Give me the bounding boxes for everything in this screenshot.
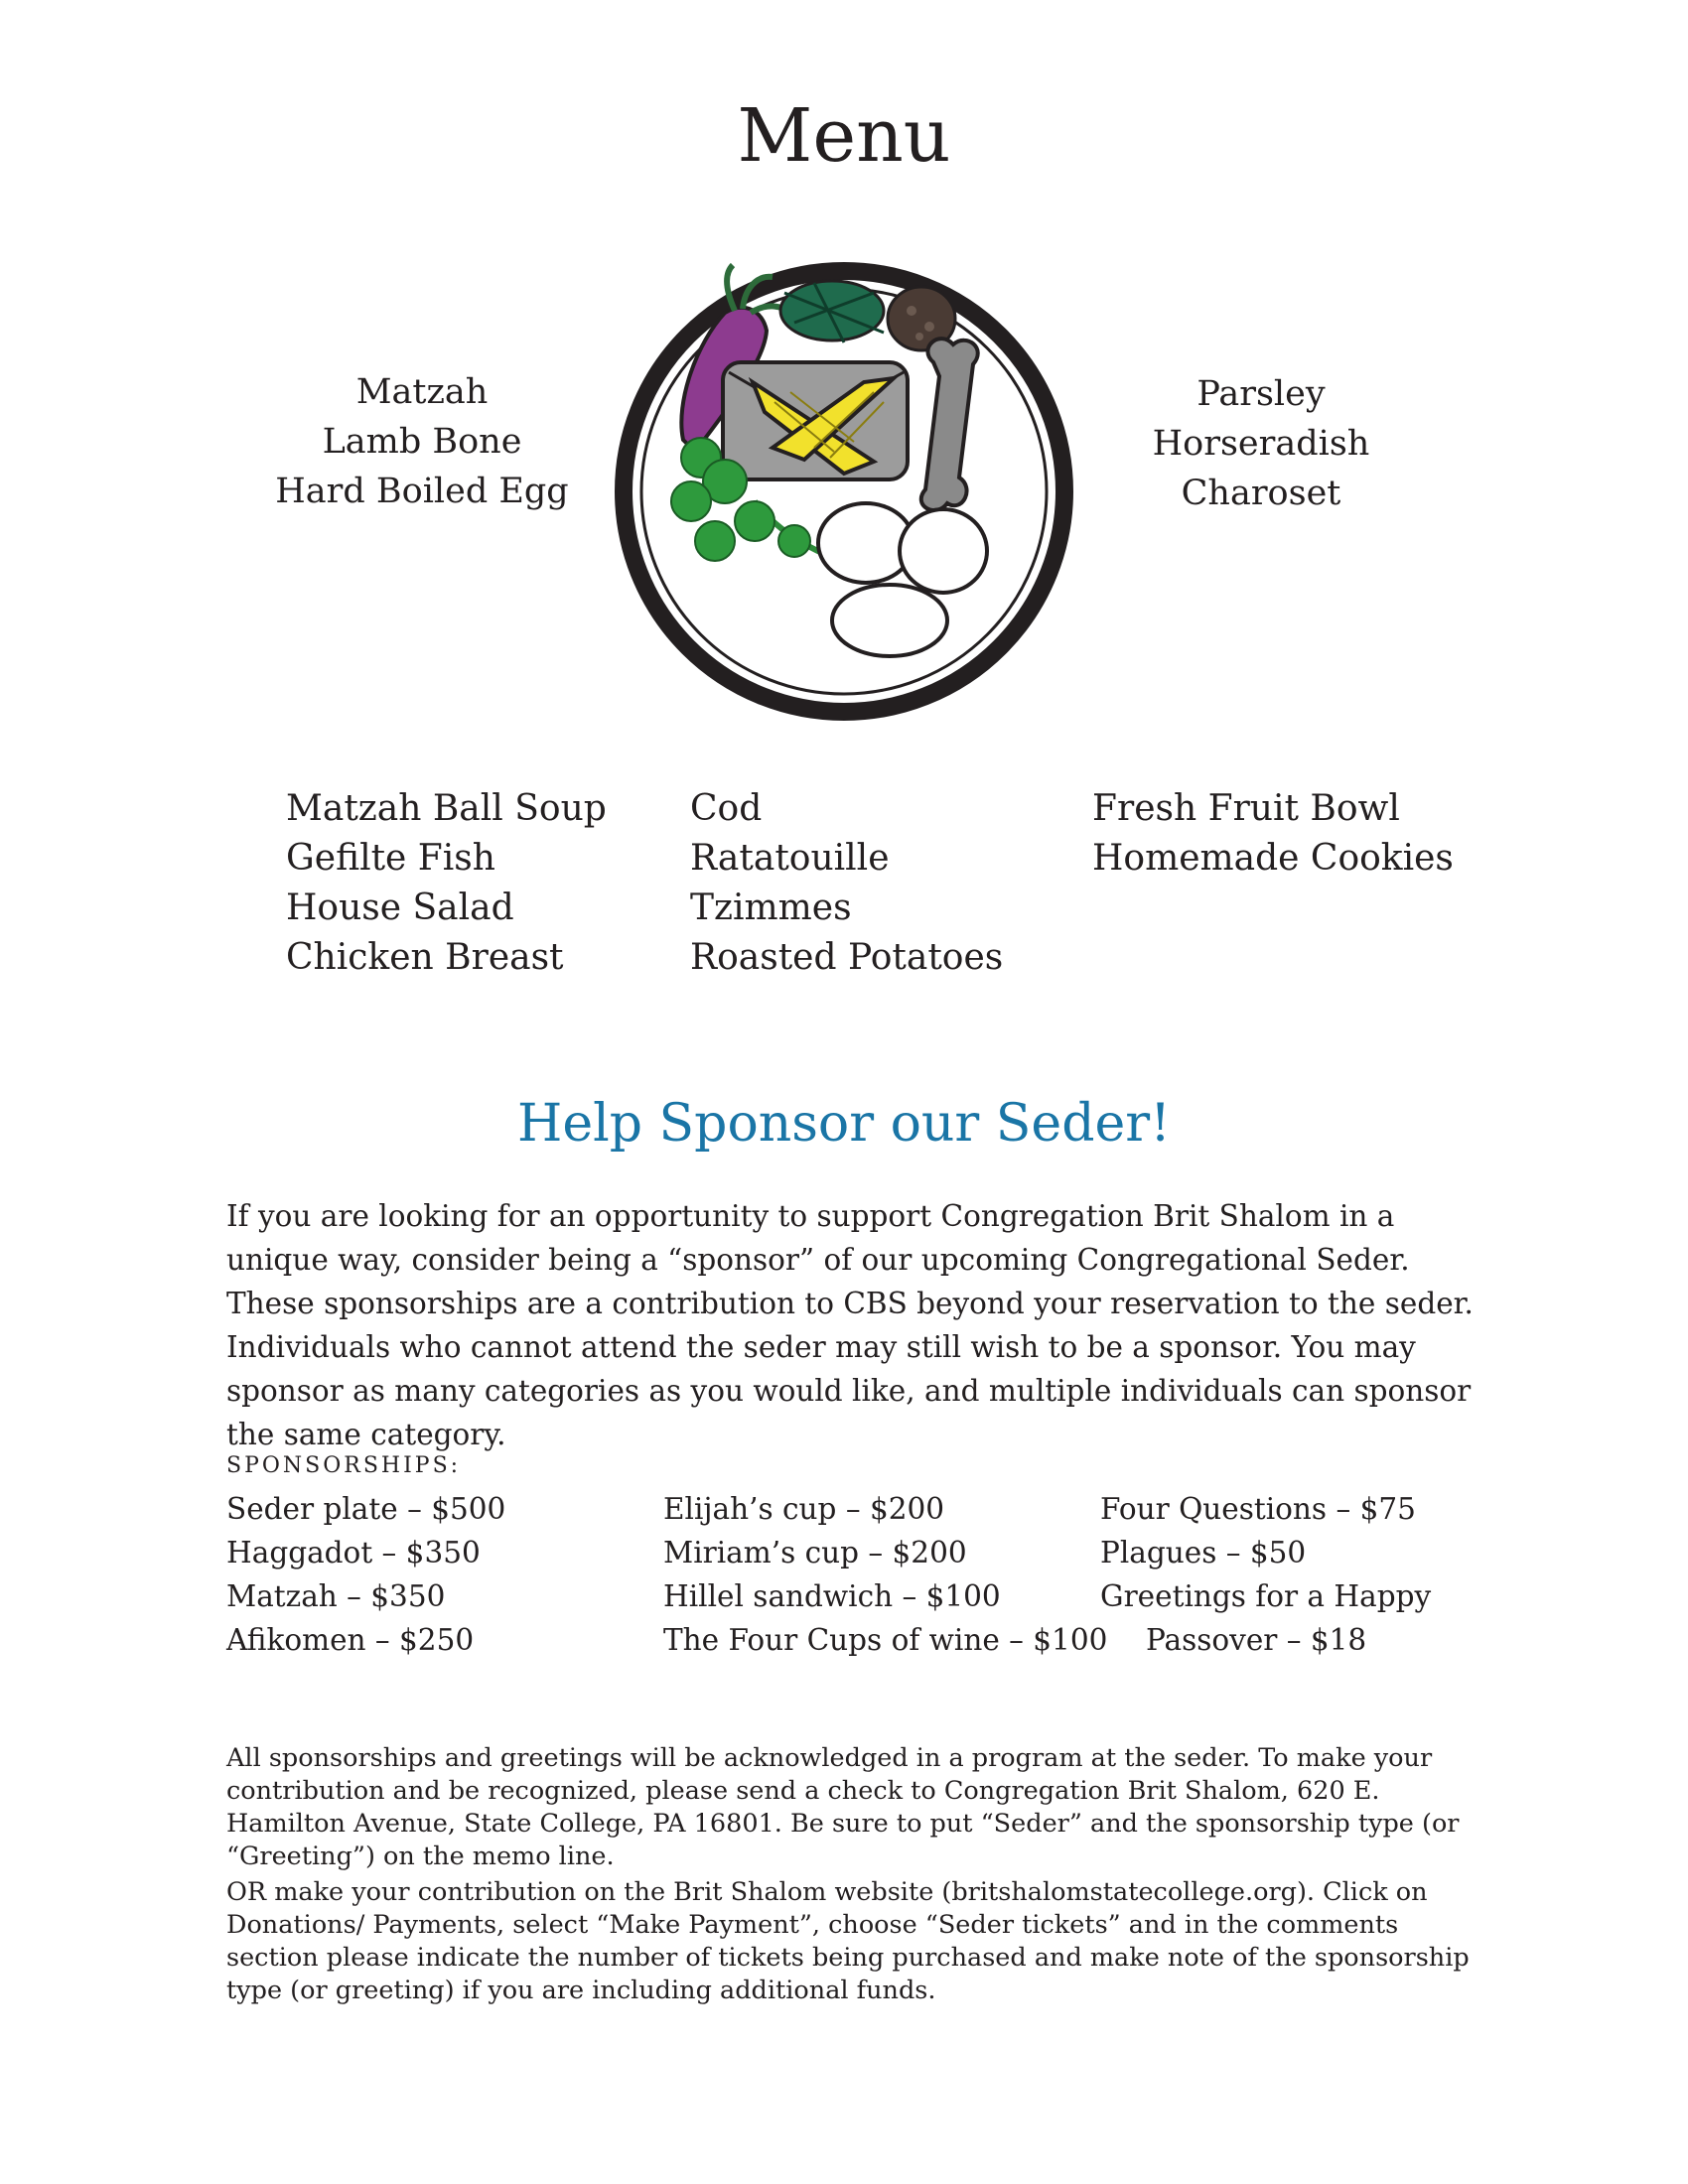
sponsorship-item: Matzah – $350 bbox=[226, 1579, 446, 1613]
menu-item: Roasted Potatoes bbox=[690, 937, 1004, 978]
plate-item: Parsley bbox=[1196, 374, 1326, 414]
menu-course-column bbox=[286, 784, 607, 983]
seder-plate-illustration bbox=[606, 253, 1082, 730]
footer-paragraph: OR make your contribution on the Brit Shalom website (britshalomstatecollege.org). Click on Donations/ Payments, select “Make Payment”, choose “Seder tickets” and in the comments section please indicate the number of tickets being purchased and make note of the sponsorship type (or greeting) if you are including additional funds. bbox=[226, 1877, 1470, 2005]
online-payment-note bbox=[226, 1876, 1487, 2007]
plate-item: Lamb Bone bbox=[322, 422, 522, 462]
menu-item: House Salad bbox=[286, 887, 514, 928]
menu-course-column bbox=[1092, 784, 1454, 884]
sponsorship-item: Afikomen – $250 bbox=[226, 1623, 475, 1657]
menu-item: Fresh Fruit Bowl bbox=[1092, 788, 1400, 829]
menu-title: Menu bbox=[737, 93, 951, 179]
sponsorship-item: Plagues – $50 bbox=[1100, 1536, 1307, 1570]
sponsorship-item: Elijah’s cup – $200 bbox=[663, 1492, 945, 1526]
menu-item: Chicken Breast bbox=[286, 937, 564, 978]
menu-item: Gefilte Fish bbox=[286, 838, 495, 879]
plate-item: Charoset bbox=[1181, 474, 1341, 513]
herbs-icon bbox=[780, 281, 884, 342]
menu-item: Tzimmes bbox=[690, 887, 852, 928]
sponsorship-item: Hillel sandwich – $100 bbox=[663, 1579, 1001, 1613]
acknowledgement-note bbox=[226, 1742, 1487, 1873]
sponsorship-column bbox=[663, 1487, 1107, 1662]
menu-item: Homemade Cookies bbox=[1092, 838, 1454, 879]
menu-course-column bbox=[690, 784, 1003, 983]
sponsorship-item: The Four Cups of wine – $100 bbox=[663, 1623, 1108, 1657]
sponsorship-item: Haggadot – $350 bbox=[226, 1536, 481, 1570]
plate-item: Matzah bbox=[355, 372, 489, 412]
sponsorship-item: Miriam’s cup – $200 bbox=[663, 1536, 967, 1570]
footer-paragraph: All sponsorships and greetings will be acknowledged in a program at the seder. To make your contribution and be recognized, please send a check to Congregation Brit Shalom, 620 E. Hamilton Avenue, State College, PA 16801. Be sure to put “Seder” and the sponsorship type (or “Greeting”) on the memo line. bbox=[226, 1743, 1460, 1871]
sponsorship-column bbox=[1100, 1487, 1431, 1662]
intro-paragraph: If you are looking for an opportunity to support Congregation Brit Shalom in a unique way, consider being a “sponsor” of our upcoming Congregational Seder. These sponsorships are a contribution to CBS beyond your reservation to the seder. Individuals who cannot attend the seder may still wish to be a sponsor. You may sponsor as many categories as you would like, and multiple individuals can sponsor the same category. bbox=[226, 1199, 1474, 1451]
sponsor-heading: Help Sponsor our Seder! bbox=[516, 1094, 1172, 1154]
plate-item: Hard Boiled Egg bbox=[275, 472, 569, 511]
plate-items-right bbox=[1112, 369, 1410, 518]
menu-item: Ratatouille bbox=[690, 838, 890, 879]
sponsorship-column bbox=[226, 1487, 505, 1662]
sponsor-intro bbox=[226, 1194, 1487, 1456]
plate-items-left bbox=[258, 367, 586, 516]
sponsorship-item: Passover – $18 bbox=[1146, 1623, 1367, 1657]
menu-item: Matzah Ball Soup bbox=[286, 788, 607, 829]
plate-item: Horseradish bbox=[1152, 424, 1370, 464]
sponsorship-item: Seder plate – $500 bbox=[226, 1492, 506, 1526]
sponsorship-item: Four Questions – $75 bbox=[1100, 1492, 1416, 1526]
sponsorships-label: SPONSORSHIPS: bbox=[226, 1453, 462, 1478]
sponsorship-item: Greetings for a Happy bbox=[1100, 1579, 1432, 1613]
menu-item: Cod bbox=[690, 788, 763, 829]
matzah-icon bbox=[723, 362, 908, 479]
